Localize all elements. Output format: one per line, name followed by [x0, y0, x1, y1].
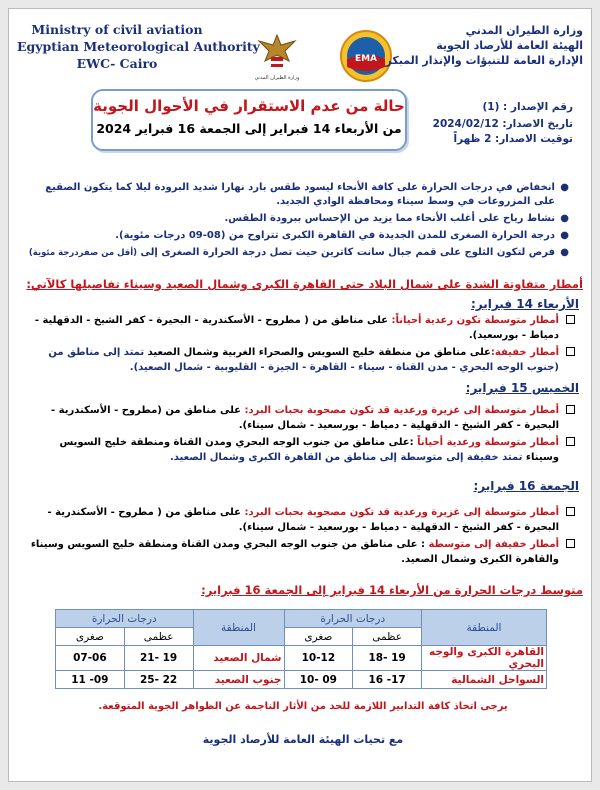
- day-thursday-items: [23, 403, 575, 467]
- temps-header: درجات الحرارة: [56, 610, 194, 628]
- max-temp-cell: 19 -21: [124, 646, 193, 671]
- forecast-item: أمطار متوسطة إلى غزيرة ورعدية قد تكون مصحوبة بحبات البرد: على مناطق من (مطروح - الأسكندرية - البحيرة - كفر الشيخ - الدقهلية - دمياط - بورسعيد - شمال سيناء).: [23, 403, 575, 433]
- min-temp-cell: 09 -10: [284, 671, 353, 689]
- bulletin-title: حالة من عدم الاستقرار في الأحوال الجوية: [93, 97, 405, 115]
- forecast-item: أمطار خفيفة:على مناطق من منطقة خليج السويس والصحراء الغربية وشمال الصعيد تمتد إلى مناطق من (جنوب الوجه البحري - مدن القناة - سيناء - القاهرة - الجيزة - القليوبية - شمال الصعيد).: [23, 345, 575, 375]
- bullet-item: ● انخفاض في درجات الحرارة على كافة الأنحاء ليسود طقس بارد نهارا شديد البرودة ليلا كما يتكون الصقيع على المزروعات في وسط سيناء ومحافظة الوادي الجديد.: [45, 182, 569, 207]
- bullet-item: ● نشاط رياح على أغلب الأنحاء مما يزيد من الإحساس ببرودة الطقس.: [224, 213, 569, 224]
- checkbox-bullet-icon: [566, 507, 575, 516]
- header-ar-line-3: الإدارة العامة للتنبؤات والإنذار المبكر: [385, 54, 583, 67]
- max-header: عظمى: [124, 628, 193, 646]
- header-english: [17, 21, 260, 72]
- issue-number: رقم الإصدار : (1): [482, 101, 573, 113]
- region-cell: السواحل الشمالية: [422, 671, 547, 689]
- day-thursday-title: الخميس 15 فبراير:: [465, 381, 579, 395]
- bullet-dot-icon: ●: [560, 247, 569, 258]
- header-en-line-3: EWC- Cairo: [76, 56, 158, 71]
- checkbox-bullet-icon: [566, 539, 575, 548]
- forecast-item: أمطار متوسطة إلى غزيرة ورعدية قد تكون مصحوبة بحبات البرد: على مناطق من ( مطروح - الأسكندرية - البحيرة - كفر الشيخ - الدقهلية - دمياط - بورسعيد - شمال سيناء).: [23, 505, 575, 535]
- forecast-item: أمطار خفيفة إلى متوسطة : على مناطق من جنوب الوجه البحري ومدن القناة ومنطقة خليج السويس وسيناء والقاهرة الكبرى وشمال الصعيد.: [23, 537, 575, 567]
- temperature-table: [55, 609, 547, 689]
- region-cell: القاهرة الكبرى والوجه البحري: [422, 646, 547, 671]
- day-friday-title: الجمعة 16 فبراير:: [473, 479, 579, 493]
- forecast-item: أمطار متوسطة ورعدية أحياناً :على مناطق من جنوب الوجه البحري ومدن القناة ومنطقة خليج السويس وسيناء تمتد خفيفة إلى متوسطة إلى مناطق من القاهرة الكبرى وشمال الصعيد.: [23, 435, 575, 465]
- header-en-line-1: Ministry of civil aviation: [31, 22, 203, 37]
- bulletin-period: من الأربعاء 14 فبراير إلى الجمعة 16 فبراير 2024: [96, 121, 402, 136]
- min-temp-cell: 07-06: [56, 646, 125, 671]
- issue-time: توقيت الاصدار: 2 ظهراً: [453, 133, 573, 145]
- forecast-item: أمطار متوسطة تكون رعدية أحياناً: على مناطق من ( مطروح - الأسكندرية - البحيرة - كفر الشيخ - الدقهلية - دمياط - بورسعيد).: [23, 313, 575, 343]
- day-wednesday-title: الأربعاء 14 فبراير:: [470, 297, 579, 311]
- region-cell: جنوب الصعيد: [193, 671, 284, 689]
- table-row: [56, 646, 547, 671]
- max-temp-cell: 17- 16: [353, 671, 422, 689]
- issue-date: تاريخ الاصدار: 2024/02/12: [432, 118, 573, 130]
- bullet-dot-icon: ●: [560, 182, 569, 193]
- logo2-text: EMA: [354, 54, 378, 64]
- checkbox-bullet-icon: [566, 315, 575, 324]
- day-friday-items: [23, 505, 575, 569]
- checkbox-bullet-icon: [566, 405, 575, 414]
- rain-section-title: أمطار متفاوتة الشدة على شمال البلاد حتى القاهرة الكبرى وشمال الصعيد وسيناء تفاصيلها كالآتي:: [26, 277, 583, 291]
- checkbox-bullet-icon: [566, 437, 575, 446]
- region-cell: شمال الصعيد: [193, 646, 284, 671]
- bullet-dot-icon: ●: [560, 213, 569, 224]
- bulletin-page: [8, 8, 592, 782]
- min-header: صغرى: [56, 628, 125, 646]
- logo1-caption: وزارة الطيران المدني: [255, 75, 299, 81]
- civil-aviation-eagle-logo: [255, 31, 299, 83]
- min-temp-cell: 10-12: [284, 646, 353, 671]
- issue-info: [433, 99, 573, 145]
- day-wednesday-items: [23, 313, 575, 377]
- max-temp-cell: 19 -18: [353, 646, 422, 671]
- checkbox-bullet-icon: [566, 347, 575, 356]
- max-header: عظمى: [353, 628, 422, 646]
- bulletin-title-box: [91, 89, 407, 151]
- min-temp-cell: 09- 11: [56, 671, 125, 689]
- header-arabic: [313, 23, 583, 68]
- signoff: مع تحيات الهيئة العامة للأرصاد الجوية: [202, 733, 404, 746]
- header-ar-line-2: الهيئة العامة للأرصاد الجوية: [436, 39, 583, 52]
- region-header: المنطقة: [193, 610, 284, 646]
- temps-header: درجات الحرارة: [284, 610, 422, 628]
- header-en-line-2: Egyptian Meteorological Authority: [17, 39, 260, 54]
- table-row: [56, 671, 547, 689]
- max-temp-cell: 22 -25: [124, 671, 193, 689]
- header-ar-line-1: وزارة الطيران المدني: [465, 24, 583, 37]
- summary-bullets: [23, 181, 571, 263]
- temperature-section-title: متوسط درجات الحرارة من الأربعاء 14 فبراير إلى الجمعة 16 فبراير:: [201, 583, 583, 597]
- bullet-item: ● درجة الحرارة الصغرى للمدن الجديدة في القاهرة الكبرى تتراوح من (08-09 درجات مئوية).: [115, 230, 569, 241]
- bullet-dot-icon: ●: [560, 230, 569, 241]
- min-header: صغرى: [284, 628, 353, 646]
- region-header: المنطقة: [422, 610, 547, 646]
- bullet-item: ● فرص لتكون الثلوج على قمم جبال سانت كاترين حيث تصل درجة الحرارة الصغرى إلى (أقل من صفردرجة مئوية): [28, 247, 569, 258]
- precaution-note: يرجى اتخاذ كافة التدابير اللازمة للحد من الأثار الناجمة عن الظواهر الجوية المتوقعة.: [98, 701, 508, 712]
